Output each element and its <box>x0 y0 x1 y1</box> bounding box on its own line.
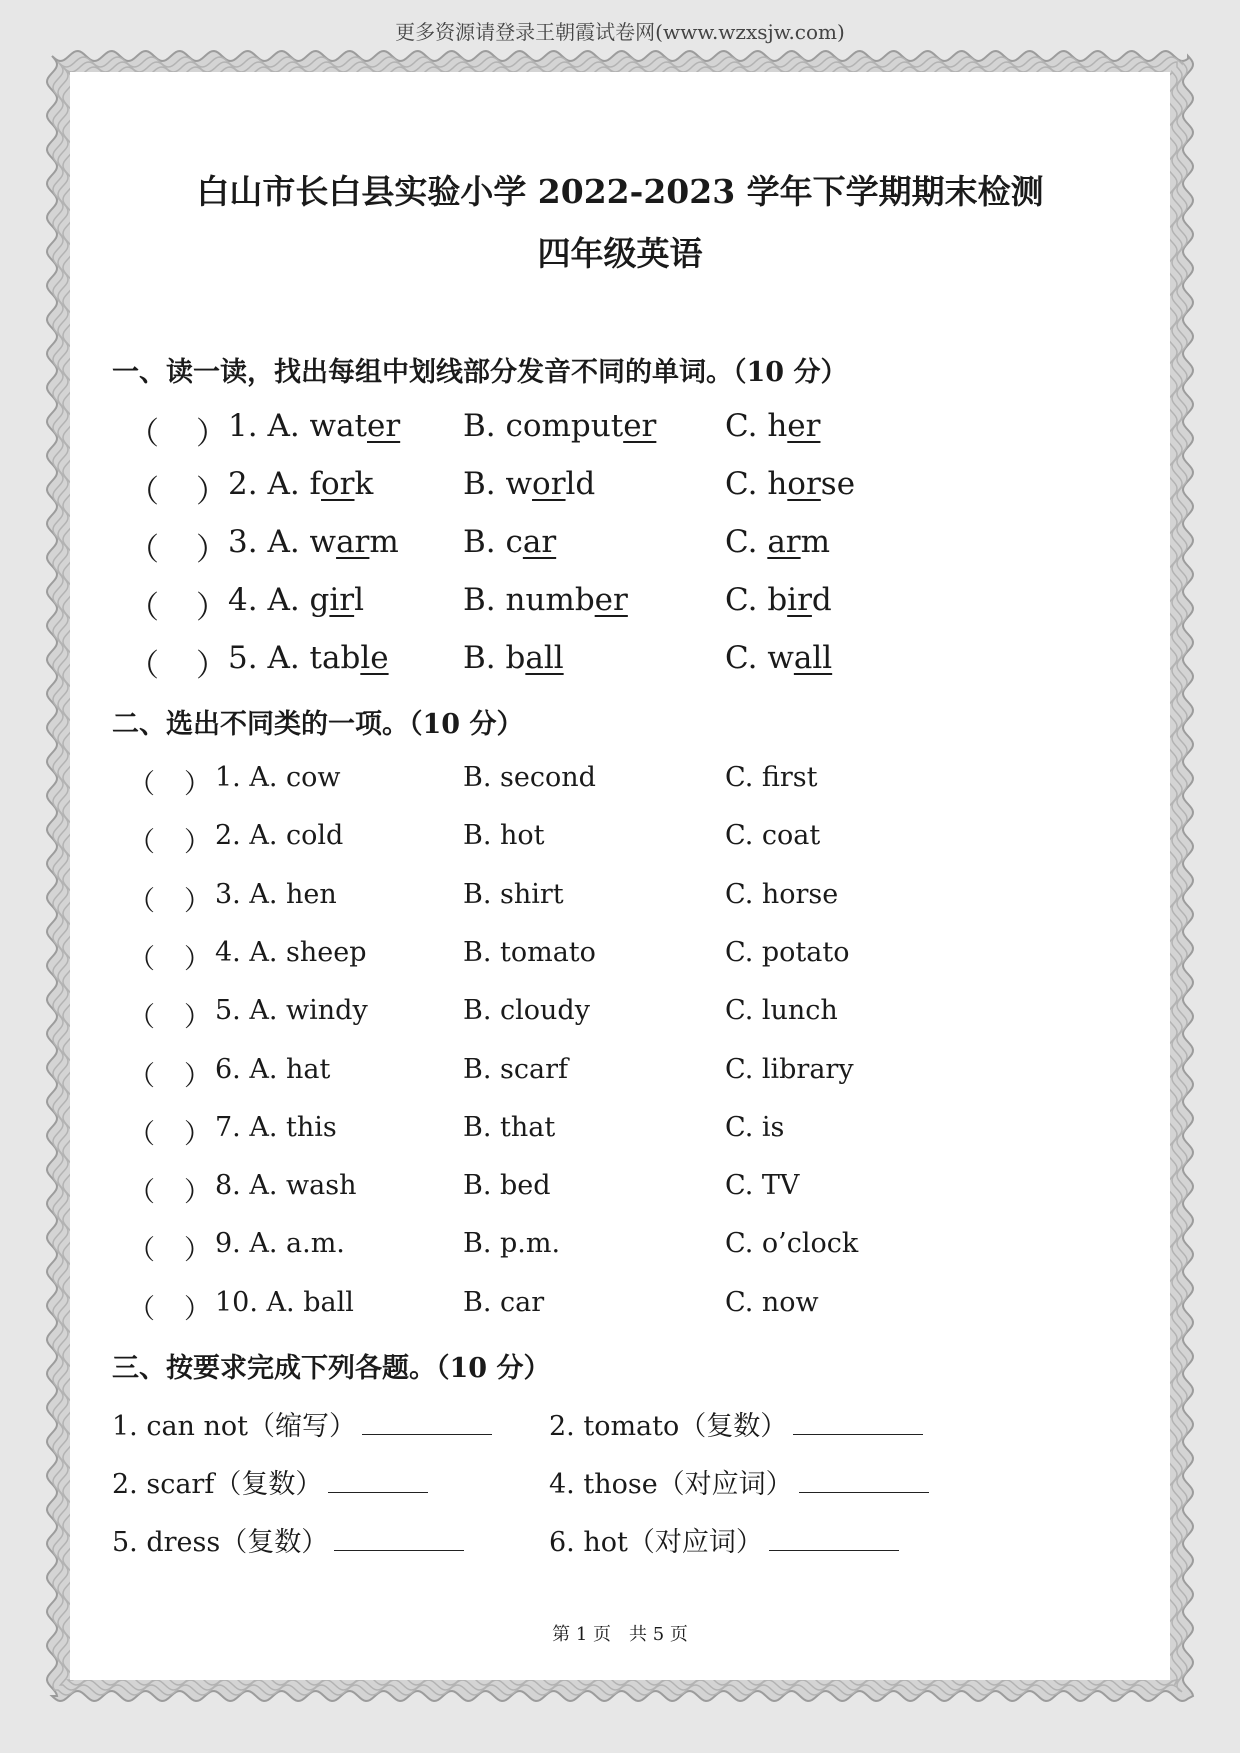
option-c: C. horse <box>725 878 839 910</box>
option-text: A. windy <box>249 995 368 1027</box>
option-text: A. cold <box>249 820 344 852</box>
underlined-part: ir <box>787 582 812 618</box>
option-text: A. w <box>267 524 337 560</box>
fill-question-4 <box>549 1462 929 1501</box>
underlined-part: or <box>532 466 566 502</box>
answer-bracket[interactable]: （ ） <box>128 827 211 859</box>
question-number: 5. <box>215 995 241 1027</box>
option-a <box>215 1228 345 1259</box>
question-row <box>128 408 1128 452</box>
fill-question-text: 2. tomato（复数） <box>549 1411 788 1442</box>
question-row <box>128 762 1128 802</box>
option-text: C. <box>725 524 768 560</box>
option-b: B. tomato <box>463 936 596 968</box>
answer-bracket[interactable]: （ ） <box>128 1177 211 1209</box>
option-b: B. p.m. <box>463 1228 561 1260</box>
option-c: C. potato <box>725 936 850 968</box>
option-text: A. tab <box>267 640 361 676</box>
option-text: A. ball <box>266 1286 354 1318</box>
option-text: l <box>354 582 365 618</box>
answer-bracket[interactable]: （ ） <box>128 943 211 975</box>
question-row <box>128 466 1128 510</box>
page-footer: 第 1 页 共 5 页 <box>552 1624 688 1645</box>
question-row <box>128 1287 1128 1327</box>
fill-question-1 <box>112 1404 492 1443</box>
fill-question-3 <box>112 1462 428 1501</box>
option-c: C. lunch <box>725 995 838 1027</box>
answer-bracket[interactable]: （ ） <box>128 590 227 626</box>
option-b <box>463 640 564 676</box>
option-b <box>463 408 656 444</box>
fill-question-text: 6. hot（对应词） <box>549 1527 763 1558</box>
answer-bracket[interactable]: （ ） <box>128 1060 211 1092</box>
option-b: B. cloudy <box>463 995 590 1027</box>
answer-bracket[interactable]: （ ） <box>128 769 211 800</box>
answer-bracket[interactable]: （ ） <box>128 532 227 568</box>
option-b <box>463 524 556 560</box>
question-row <box>128 524 1128 568</box>
option-text: B. c <box>463 524 523 560</box>
underlined-part: er <box>367 408 401 444</box>
answer-bracket[interactable]: （ ） <box>128 1118 211 1150</box>
option-b: B. second <box>463 762 596 793</box>
underlined-part: ir <box>329 582 355 618</box>
underlined-part: ar <box>336 524 370 560</box>
option-a <box>228 466 373 502</box>
question-number: 4. <box>215 936 241 968</box>
option-text: B. comput <box>463 408 624 444</box>
option-b: B. shirt <box>463 878 564 910</box>
option-text: A. wat <box>267 408 368 444</box>
fill-question-text: 1. can not（缩写） <box>112 1411 357 1442</box>
section3-heading: 三、按要求完成下列各题。（10 分） <box>112 1353 551 1384</box>
underlined-part: ar <box>767 524 801 560</box>
question-number: 10. <box>215 1286 258 1318</box>
option-a <box>215 1054 330 1085</box>
question-row <box>128 820 1128 860</box>
option-b <box>463 466 595 502</box>
answer-blank[interactable] <box>328 1466 428 1493</box>
fill-question-text: 5. dress（复数） <box>112 1527 329 1558</box>
option-text: se <box>820 466 856 502</box>
option-text: A. hen <box>249 878 337 910</box>
question-row <box>128 937 1128 977</box>
answer-blank[interactable] <box>334 1524 464 1551</box>
option-a <box>215 995 368 1026</box>
fill-question-5 <box>112 1520 464 1559</box>
question-number: 1. <box>228 408 258 444</box>
question-row <box>128 1228 1128 1268</box>
option-a <box>215 1287 354 1318</box>
option-c: C. TV <box>725 1170 800 1202</box>
question-number: 4. <box>228 582 258 618</box>
underlined-part: er <box>594 582 628 618</box>
exam-title: 白山市长白县实验小学 2022-2023 学年下学期期末检测 <box>196 172 1044 211</box>
option-b: B. car <box>463 1286 545 1318</box>
option-text: A. hat <box>249 1053 331 1085</box>
option-b: B. bed <box>463 1170 551 1202</box>
underlined-part: all <box>525 640 564 676</box>
underlined-part: ar <box>522 524 557 560</box>
option-b: B. hot <box>463 820 545 852</box>
option-text: B. b <box>463 640 526 676</box>
option-text: A. f <box>267 466 322 502</box>
option-b: B. scarf <box>463 1053 568 1085</box>
option-c: C. is <box>725 1111 785 1143</box>
question-row <box>128 640 1128 684</box>
option-text: ld <box>565 466 596 502</box>
answer-bracket[interactable]: （ ） <box>128 416 227 452</box>
option-text: A. this <box>249 1111 337 1143</box>
option-a <box>215 879 337 910</box>
question-row <box>128 879 1128 919</box>
question-number: 5. <box>228 640 258 676</box>
answer-bracket[interactable]: （ ） <box>128 648 227 684</box>
option-text: m <box>800 524 831 560</box>
answer-bracket[interactable]: （ ） <box>128 1293 211 1325</box>
answer-bracket[interactable]: （ ） <box>128 1002 211 1034</box>
option-c <box>725 466 855 502</box>
option-text: A. cow <box>249 762 341 793</box>
option-b: B. that <box>463 1111 556 1143</box>
question-number: 3. <box>228 524 258 560</box>
option-c: C. coat <box>725 820 821 852</box>
option-text: C. h <box>725 466 788 502</box>
option-text: B. w <box>463 466 533 502</box>
option-a <box>215 1170 356 1201</box>
question-row <box>128 1054 1128 1094</box>
option-text: A. g <box>267 582 330 618</box>
option-c: C. first <box>725 762 818 793</box>
answer-blank[interactable] <box>799 1466 929 1493</box>
option-text: k <box>354 466 374 502</box>
option-text: A. a.m. <box>249 1228 345 1260</box>
underlined-part: or <box>321 466 355 502</box>
question-number: 9. <box>215 1228 241 1260</box>
option-text: C. w <box>725 640 794 676</box>
option-a <box>228 640 389 676</box>
underlined-part: le <box>360 640 389 676</box>
option-a <box>228 582 364 618</box>
underlined-part: all <box>793 640 833 676</box>
option-a <box>228 408 400 444</box>
option-text: C. h <box>725 408 788 444</box>
option-c <box>725 640 832 676</box>
option-b <box>463 582 628 618</box>
option-c: C. now <box>725 1286 819 1318</box>
fill-question-text: 4. those（对应词） <box>549 1469 793 1500</box>
option-c: C. o’clock <box>725 1228 859 1260</box>
answer-bracket[interactable]: （ ） <box>128 474 227 510</box>
question-number: 6. <box>215 1053 241 1085</box>
answer-bracket[interactable]: （ ） <box>128 1235 211 1267</box>
question-number: 7. <box>215 1111 241 1143</box>
option-text: m <box>369 524 399 560</box>
question-row <box>128 1170 1128 1210</box>
section2-heading: 二、选出不同类的一项。（10 分） <box>112 709 524 740</box>
question-row <box>128 995 1128 1035</box>
option-a <box>215 1112 337 1143</box>
answer-blank[interactable] <box>769 1524 899 1551</box>
option-a <box>228 524 399 560</box>
underlined-part: er <box>623 408 657 444</box>
option-a <box>215 937 367 968</box>
option-c <box>725 524 830 560</box>
question-row <box>128 1112 1128 1152</box>
question-number: 2. <box>228 466 258 502</box>
question-number: 8. <box>215 1170 241 1202</box>
fill-question-6 <box>549 1520 899 1559</box>
underlined-part: or <box>787 466 821 502</box>
option-text: C. b <box>725 582 788 618</box>
option-a <box>215 762 341 793</box>
question-number: 2. <box>215 820 241 852</box>
option-c <box>725 582 832 618</box>
question-number: 3. <box>215 878 241 910</box>
watermark: 更多资源请登录王朝霞试卷网(www.wzxsjw.com) <box>395 20 845 44</box>
exam-subtitle: 四年级英语 <box>537 234 703 273</box>
option-c: C. library <box>725 1053 854 1085</box>
question-number: 1. <box>215 762 241 793</box>
option-text: A. wash <box>249 1170 357 1202</box>
option-text: d <box>811 582 832 618</box>
answer-blank[interactable] <box>362 1408 492 1435</box>
option-text: A. sheep <box>249 936 367 968</box>
answer-blank[interactable] <box>793 1408 923 1435</box>
option-text: B. numb <box>463 582 595 618</box>
fill-question-text: 2. scarf（复数） <box>112 1469 323 1500</box>
question-row <box>128 582 1128 626</box>
fill-question-2 <box>549 1404 923 1443</box>
section1-heading: 一、读一读，找出每组中划线部分发音不同的单词。（10 分） <box>112 357 848 388</box>
option-c <box>725 408 820 444</box>
option-a <box>215 820 343 851</box>
answer-bracket[interactable]: （ ） <box>128 885 211 917</box>
underlined-part: er <box>787 408 821 444</box>
